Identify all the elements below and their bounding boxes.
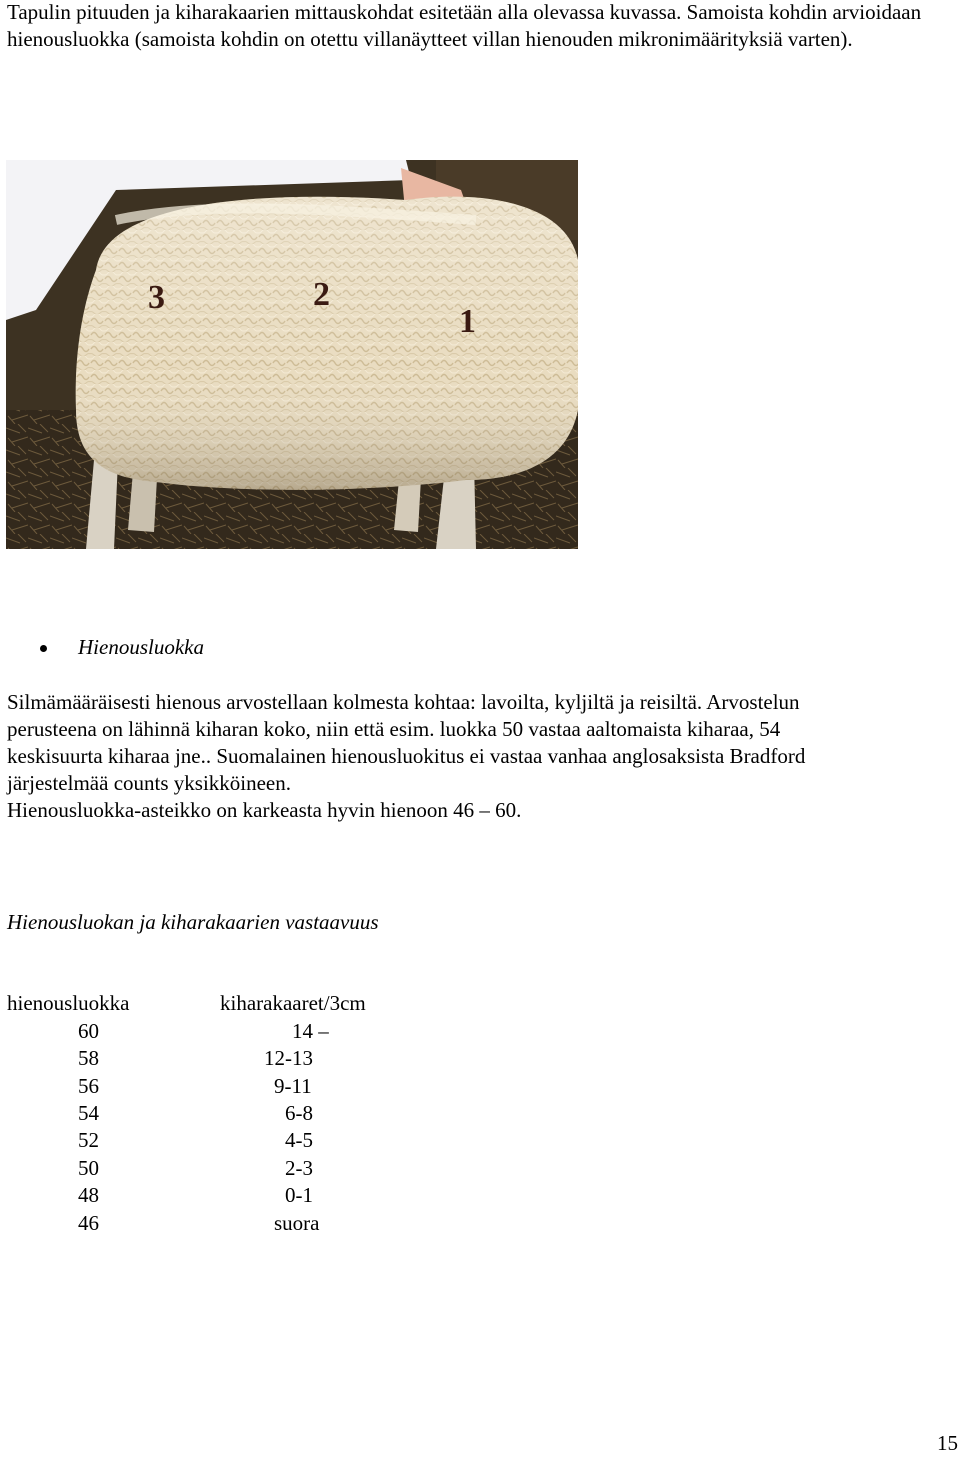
table-cell-crimps: 4-5	[285, 1128, 313, 1152]
paragraph-line: Hienousluokka-asteikko on karkeasta hyvin hienoon 46 – 60.	[7, 798, 522, 822]
table-cell-class: 50	[78, 1156, 99, 1180]
table-header-fineness: hienousluokka	[7, 991, 130, 1015]
measure-point-1: 1	[459, 303, 476, 340]
table-cell-class: 54	[78, 1101, 99, 1125]
paragraph-line: Silmämääräisesti hienous arvostellaan kolmesta kohtaa: lavoilta, kyljiltä ja reisiltä. Arvostelun	[7, 690, 800, 714]
bullet-dot-icon	[40, 645, 47, 652]
page-number: 15	[937, 1431, 958, 1455]
table-cell-class: 46	[78, 1211, 99, 1235]
measure-point-3: 3	[148, 279, 165, 316]
table-cell-crimps: 6-8	[285, 1101, 313, 1125]
paragraph-line: keskisuurta kiharaa jne.. Suomalainen hienousluokitus ei vastaa vanhaa anglosaksista Bradford	[7, 744, 806, 768]
measure-point-2: 2	[313, 276, 330, 313]
table-cell-crimps: 2-3	[285, 1156, 313, 1180]
table-cell-class: 60	[78, 1019, 99, 1043]
sheep-photo	[6, 160, 578, 549]
table-cell-crimps: 0-1	[285, 1183, 313, 1207]
paragraph-line: perusteena on lähinnä kiharan koko, niin että esim. luokka 50 vastaa aaltomaista kiharaa, 54	[7, 717, 781, 741]
table-header-crimps: kiharakaaret/3cm	[220, 991, 366, 1015]
description-paragraph	[7, 689, 952, 824]
intro-text: Tapulin pituuden ja kiharakaarien mittauskohdat esitetään alla olevassa kuvassa. Samoista kohdin arvioidaan hienousluokka (samoista kohdin on otettu villanäytteet villan hienouden mikronimäärityksiä varten).	[7, 0, 922, 51]
sheep-illustration	[6, 160, 578, 549]
table-cell-crimps: suora	[274, 1211, 320, 1235]
table-cell-class: 56	[78, 1074, 99, 1098]
table-cell-crimps: 14 –	[292, 1019, 329, 1043]
paragraph-line: järjestelmää counts yksikköineen.	[7, 771, 292, 795]
bullet-heading: Hienousluokka	[78, 635, 204, 659]
table-cell-class: 52	[78, 1128, 99, 1152]
table-cell-class: 58	[78, 1046, 99, 1070]
table-cell-crimps: 9-11	[274, 1074, 312, 1098]
table-cell-class: 48	[78, 1183, 99, 1207]
table-cell-crimps: 12-13	[264, 1046, 313, 1070]
section-title: Hienousluokan ja kiharakaarien vastaavuus	[7, 910, 379, 934]
